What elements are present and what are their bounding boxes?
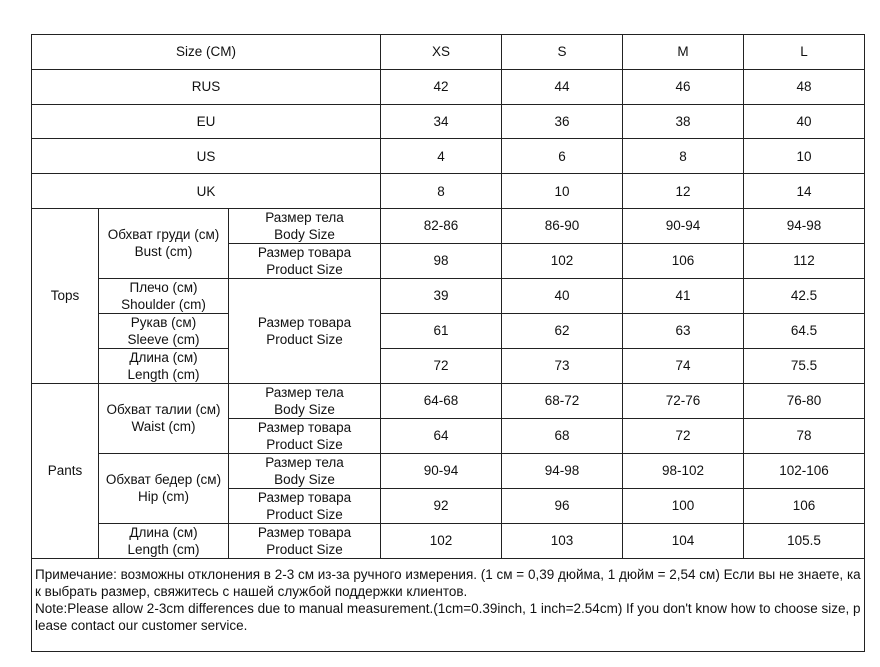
conversion-row-us — [32, 139, 865, 174]
table-cell: 90-94 — [381, 453, 502, 488]
pants-length-label-ru: Длина (см) — [129, 524, 198, 540]
table-cell: 68 — [502, 418, 623, 453]
pants-section-label: Pants — [32, 383, 99, 558]
table-cell: 102-106 — [744, 453, 865, 488]
tops-sleeve-row — [32, 313, 865, 348]
table-cell: 39 — [381, 278, 502, 313]
product-size-label-ru: Размер товара — [257, 314, 352, 330]
product-size-label-en: Product Size — [266, 506, 343, 522]
body-size-label-en: Body Size — [274, 226, 335, 242]
table-cell: 82-86 — [381, 208, 502, 243]
table-cell: 72 — [381, 348, 502, 383]
tops-bust-body-row — [32, 208, 865, 243]
product-size-label-en: Product Size — [266, 261, 343, 277]
table-cell: 76-80 — [744, 383, 865, 418]
table-cell: 106 — [623, 243, 744, 278]
hip-label-ru: Обхват бедер (см) — [105, 472, 222, 488]
pants-length-label-en: Length (cm) — [127, 541, 200, 557]
table-cell: 78 — [744, 418, 865, 453]
sleeve-label-ru: Рукав (см) — [130, 314, 197, 330]
table-cell: 42.5 — [744, 278, 865, 313]
product-size-label-en: Product Size — [266, 541, 343, 557]
table-cell: 8 — [381, 174, 502, 209]
size-header-l: L — [744, 35, 865, 70]
body-size-label — [229, 383, 381, 418]
table-cell: 64.5 — [744, 313, 865, 348]
table-cell: 64 — [381, 418, 502, 453]
table-cell: 92 — [381, 488, 502, 523]
table-cell: 73 — [502, 348, 623, 383]
table-cell: 96 — [502, 488, 623, 523]
pants-waist-body-row — [32, 383, 865, 418]
conversion-row-eu — [32, 104, 865, 139]
table-cell: 48 — [744, 69, 865, 104]
table-cell: 98 — [381, 243, 502, 278]
conversion-label: EU — [32, 104, 381, 139]
product-size-label-ru: Размер товара — [257, 489, 352, 505]
table-cell: 34 — [381, 104, 502, 139]
body-size-label-en: Body Size — [274, 471, 335, 487]
pants-length-label — [99, 523, 229, 558]
table-cell: 10 — [502, 174, 623, 209]
table-cell: 106 — [744, 488, 865, 523]
sleeve-label-en: Sleeve (cm) — [127, 331, 200, 347]
waist-label — [99, 383, 229, 453]
body-size-label-en: Body Size — [274, 401, 335, 417]
shoulder-label-en: Shoulder (cm) — [121, 296, 206, 312]
conversion-label: RUS — [32, 69, 381, 104]
table-cell: 12 — [623, 174, 744, 209]
product-size-label — [229, 418, 381, 453]
table-cell: 62 — [502, 313, 623, 348]
table-cell: 46 — [623, 69, 744, 104]
table-cell: 68-72 — [502, 383, 623, 418]
size-header-m: M — [623, 35, 744, 70]
product-size-label-en: Product Size — [266, 331, 343, 347]
table-cell: 44 — [502, 69, 623, 104]
table-cell: 36 — [502, 104, 623, 139]
conversion-label: UK — [32, 174, 381, 209]
product-size-label-en: Product Size — [266, 436, 343, 452]
body-size-label — [229, 208, 381, 243]
table-cell: 75.5 — [744, 348, 865, 383]
table-cell: 90-94 — [623, 208, 744, 243]
header-row — [32, 35, 865, 70]
table-cell: 40 — [502, 278, 623, 313]
note-row — [32, 558, 865, 651]
table-cell: 94-98 — [502, 453, 623, 488]
size-chart — [31, 34, 864, 652]
note-russian: Примечание: возможны отклонения в 2-3 см из-за ручного измерения. (1 см = 0,39 дюйма, 1 дюйм = 2,54 см) Если вы не знаете, как выбрать размер, свяжитесь с нашей службой поддержки клиентов. — [35, 566, 861, 599]
table-cell: 10 — [744, 139, 865, 174]
tops-length-row — [32, 348, 865, 383]
table-cell: 98-102 — [623, 453, 744, 488]
bust-label — [99, 208, 229, 278]
table-cell: 103 — [502, 523, 623, 558]
size-header-s: S — [502, 35, 623, 70]
pants-length-row — [32, 523, 865, 558]
sleeve-label — [99, 313, 229, 348]
table-cell: 8 — [623, 139, 744, 174]
conversion-row-uk — [32, 174, 865, 209]
table-cell: 14 — [744, 174, 865, 209]
product-size-label — [229, 523, 381, 558]
table-cell: 102 — [381, 523, 502, 558]
size-table — [31, 34, 865, 652]
table-cell: 6 — [502, 139, 623, 174]
tops-section-label: Tops — [32, 208, 99, 383]
conversion-row-rus — [32, 69, 865, 104]
note-english: Note:Please allow 2-3cm differences due to manual measurement.(1cm=0.39inch, 1 inch=2.54cm) If you don't know how to choose size, please contact our customer service. — [35, 600, 861, 633]
hip-label — [99, 453, 229, 523]
tops-shoulder-row — [32, 278, 865, 313]
hip-label-en: Hip (cm) — [138, 489, 189, 505]
measurement-note — [32, 558, 865, 651]
tops-length-label — [99, 348, 229, 383]
product-size-label — [229, 488, 381, 523]
tops-length-label-en: Length (cm) — [127, 366, 200, 382]
table-cell: 72 — [623, 418, 744, 453]
tops-length-label-ru: Длина (см) — [129, 349, 198, 365]
table-cell: 40 — [744, 104, 865, 139]
table-cell: 64-68 — [381, 383, 502, 418]
table-cell: 72-76 — [623, 383, 744, 418]
body-size-label-ru: Размер тела — [265, 454, 344, 470]
table-cell: 4 — [381, 139, 502, 174]
product-size-label-ru: Размер товара — [257, 419, 352, 435]
product-size-label — [229, 243, 381, 278]
table-cell: 74 — [623, 348, 744, 383]
table-cell: 112 — [744, 243, 865, 278]
table-cell: 94-98 — [744, 208, 865, 243]
size-header-xs: XS — [381, 35, 502, 70]
bust-label-ru: Обхват груди (см) — [107, 227, 220, 243]
table-cell: 102 — [502, 243, 623, 278]
shoulder-label-ru: Плечо (см) — [129, 279, 198, 295]
table-cell: 104 — [623, 523, 744, 558]
table-cell: 38 — [623, 104, 744, 139]
size-header-label: Size (CM) — [32, 35, 381, 70]
product-size-label — [229, 278, 381, 383]
bust-label-en: Bust (cm) — [134, 244, 193, 260]
table-cell: 61 — [381, 313, 502, 348]
product-size-label-ru: Размер товара — [257, 244, 352, 260]
table-cell: 63 — [623, 313, 744, 348]
body-size-label — [229, 453, 381, 488]
waist-label-en: Waist (cm) — [131, 419, 196, 435]
conversion-label: US — [32, 139, 381, 174]
shoulder-label — [99, 278, 229, 313]
table-cell: 41 — [623, 278, 744, 313]
body-size-label-ru: Размер тела — [265, 384, 344, 400]
table-cell: 86-90 — [502, 208, 623, 243]
table-cell: 42 — [381, 69, 502, 104]
table-cell: 105.5 — [744, 523, 865, 558]
pants-hip-body-row — [32, 453, 865, 488]
product-size-label-ru: Размер товара — [257, 524, 352, 540]
body-size-label-ru: Размер тела — [265, 209, 344, 225]
waist-label-ru: Обхват талии (см) — [106, 402, 221, 418]
table-cell: 100 — [623, 488, 744, 523]
